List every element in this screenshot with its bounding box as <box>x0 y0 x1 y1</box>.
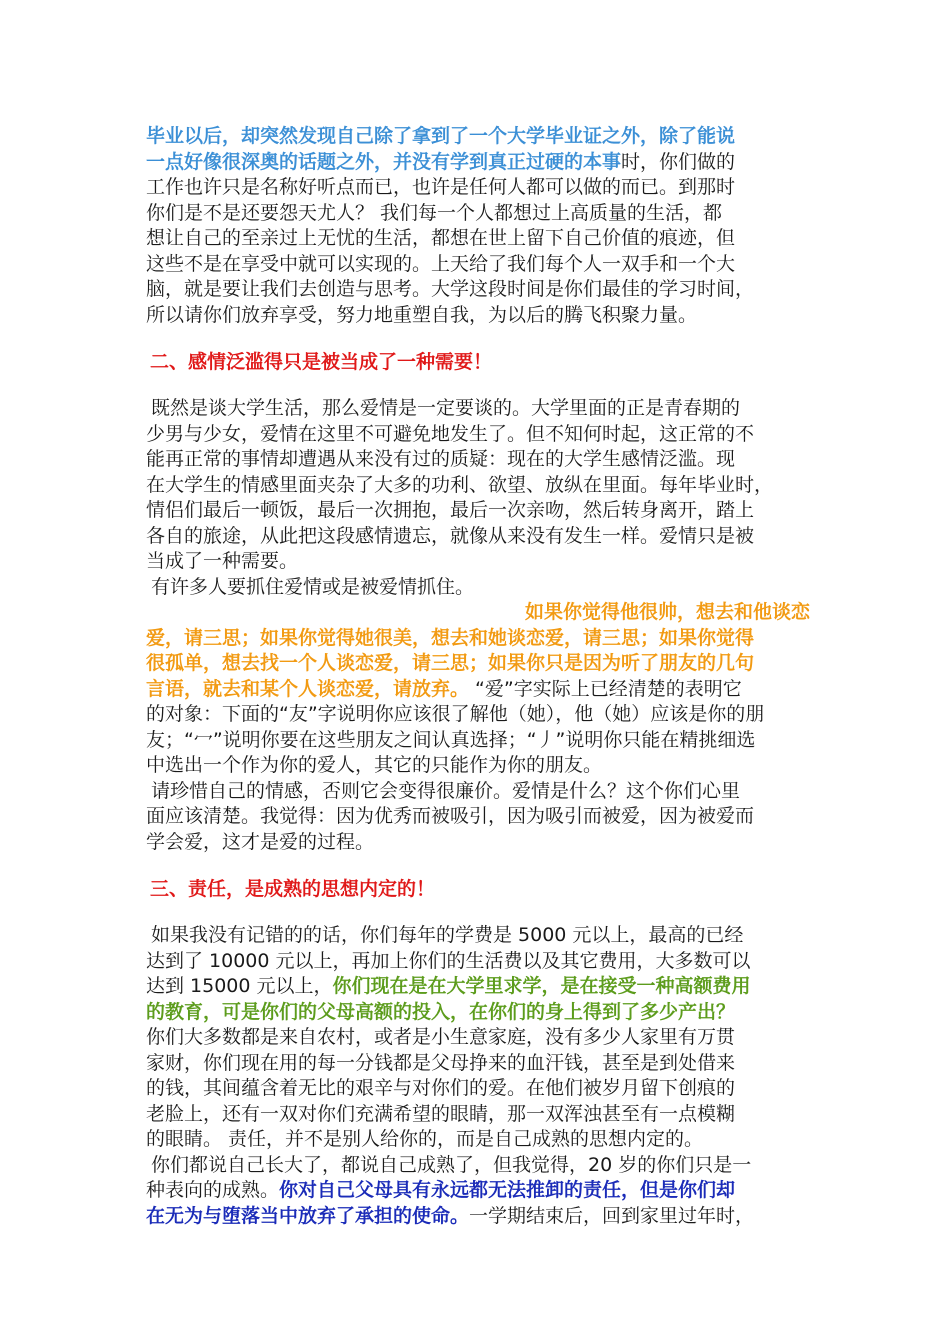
text-run: 一学期结束后，回到家里过年时， <box>469 1204 755 1227</box>
text-line: 老脸上，还有一双对你们充满希望的眼睛，那一双浑浊甚至有一点模糊 <box>146 1102 736 1125</box>
text-line: 的对象：下面的“友”字说明你应该很了解他（她），他（她）应该是你的朋 <box>146 703 765 725</box>
highlight-orange: 言语，就去和某个人谈恋爱，请放弃。 <box>146 677 470 700</box>
text-line: 毕业以后，却突然发现自己除了拿到了一个大学毕业证之外，除了能说 <box>146 125 736 147</box>
highlight-orange: 很孤单，想去找一个人谈恋爱，请三思；如果你只是因为听了朋友的几句 <box>146 652 755 674</box>
section-heading-2: 二、感情泛滥得只是被当成了一种需要！ <box>150 351 493 373</box>
paragraph-3 <box>146 923 810 1229</box>
text-line: 脑，就是要让我们去创造与思考。大学这段时间是你们最佳的学习时间， <box>146 278 755 300</box>
text-run: 种表向的成熟。 <box>146 1179 280 1201</box>
text-line: 中选出一个作为你的爱人，其它的只能作为你的朋友。 <box>146 754 603 776</box>
text-line: 在大学生的情感里面夹杂了大多的功利、欲望、放纵在里面。每年毕业时， <box>146 473 774 496</box>
text-line: 所以请你们放弃享受，努力地重塑自我，为以后的腾飞积聚力量。 <box>146 303 698 326</box>
text-run: 时，你们做的 <box>621 150 736 173</box>
text-line: 想让自己的至亲过上无忧的生活，都想在世上留下自己价值的痕迹，但 <box>146 227 736 249</box>
text-line: 的眼睛。 责任，并不是别人给你的，而是自己成熟的思想内定的。 <box>146 1128 704 1150</box>
text-line <box>146 1178 810 1204</box>
paragraph-1 <box>146 124 810 328</box>
text-line: 学会爱，这才是爱的过程。 <box>146 830 375 853</box>
paragraph-2 <box>146 396 810 855</box>
text-line: 各自的旅途，从此把这段感情遗忘，就像从来没有发生一样。爱情只是被 <box>146 524 755 547</box>
document-page <box>146 124 810 1229</box>
text-line <box>146 677 810 703</box>
text-line <box>146 974 810 1000</box>
text-line: 你们是不是还要怨天尤人？ 我们每一个人都想过上高质量的生活，都 <box>146 201 723 224</box>
highlight-green: 的教育，可是你们的父母高额的投入，在你们的身上得到了多少产出？ <box>146 1000 736 1023</box>
text-line <box>146 150 810 176</box>
highlight-navy: 在无为与堕落当中放弃了承担的使命。 <box>146 1204 470 1227</box>
text-line: 你们都说自己长大了，都说自己成熟了，但我觉得，20 岁的你们只是一 <box>151 1153 752 1176</box>
text-line: 你们大多数都是来自农村，或者是小生意家庭，没有多少人家里有万贯 <box>146 1026 736 1048</box>
text-line: 能再正常的事情却遭遇从来没有过的质疑：现在的大学生感情泛滥。现 <box>146 448 736 470</box>
text-run: 达到 15000 元以上， <box>146 975 333 997</box>
text-line: 这些不是在享受中就可以实现的。上天给了我们每个人一双手和一个大 <box>146 252 736 275</box>
text-line <box>146 1204 810 1230</box>
text-line: 友；“冖”说明你要在这些朋友之间认真选择；“丿”说明你只能在精挑细选 <box>146 728 756 751</box>
highlight-green: 你们现在是在大学里求学，是在接受一种高额费用 <box>332 975 751 997</box>
text-line: 有许多人要抓住爱情或是被爱情抓住。 <box>151 575 475 598</box>
text-line: 达到了 10000 元以上，再加上你们的生活费以及其它费用，大多数可以 <box>146 949 751 972</box>
text-line: 请珍惜自己的情感，否则它会变得很廉价。爱情是什么？这个你们心里 <box>151 779 741 802</box>
text-line: 既然是谈大学生活，那么爱情是一定要谈的。大学里面的正是青春期的 <box>151 397 741 419</box>
highlight-orange: 如果你觉得他很帅，想去和他谈恋 <box>524 601 810 623</box>
highlight-navy: 你对自己父母具有永远都无法推卸的责任，但是你们却 <box>279 1179 736 1201</box>
text-line: 面应该清楚。我觉得：因为优秀而被吸引，因为吸引而被爱，因为被爱而 <box>146 805 755 827</box>
text-line: 的钱，其间蕴含着无比的艰辛与对你们的爱。在他们被岁月留下创痕的 <box>146 1077 736 1099</box>
text-line: 工作也许只是名称好听点而已，也许是任何人都可以做的而已。到那时 <box>146 176 736 198</box>
text-line: 当成了一种需要。 <box>146 550 299 572</box>
highlight-orange: 爱，请三思；如果你觉得她很美，想去和她谈恋爱，请三思；如果你觉得 <box>146 626 755 649</box>
text-line: 如果我没有记错的的话，你们每年的学费是 5000 元以上，最高的已经 <box>151 924 744 946</box>
section-heading-3: 三、责任，是成熟的思想内定的！ <box>150 878 436 900</box>
highlight-blue: 一点好像很深奥的话题之外，并没有学到真正过硬的本事 <box>146 150 622 173</box>
text-line: 情侣们最后一顿饭，最后一次拥抱，最后一次亲吻，然后转身离开，踏上 <box>146 499 755 521</box>
text-line: 少男与少女，爱情在这里不可避免地发生了。但不知何时起，这正常的不 <box>146 422 755 445</box>
text-run: “爱”字实际上已经清楚的表明它 <box>469 677 742 700</box>
text-line: 家财，你们现在用的每一分钱都是父母挣来的血汗钱，甚至是到处借来 <box>146 1051 736 1074</box>
